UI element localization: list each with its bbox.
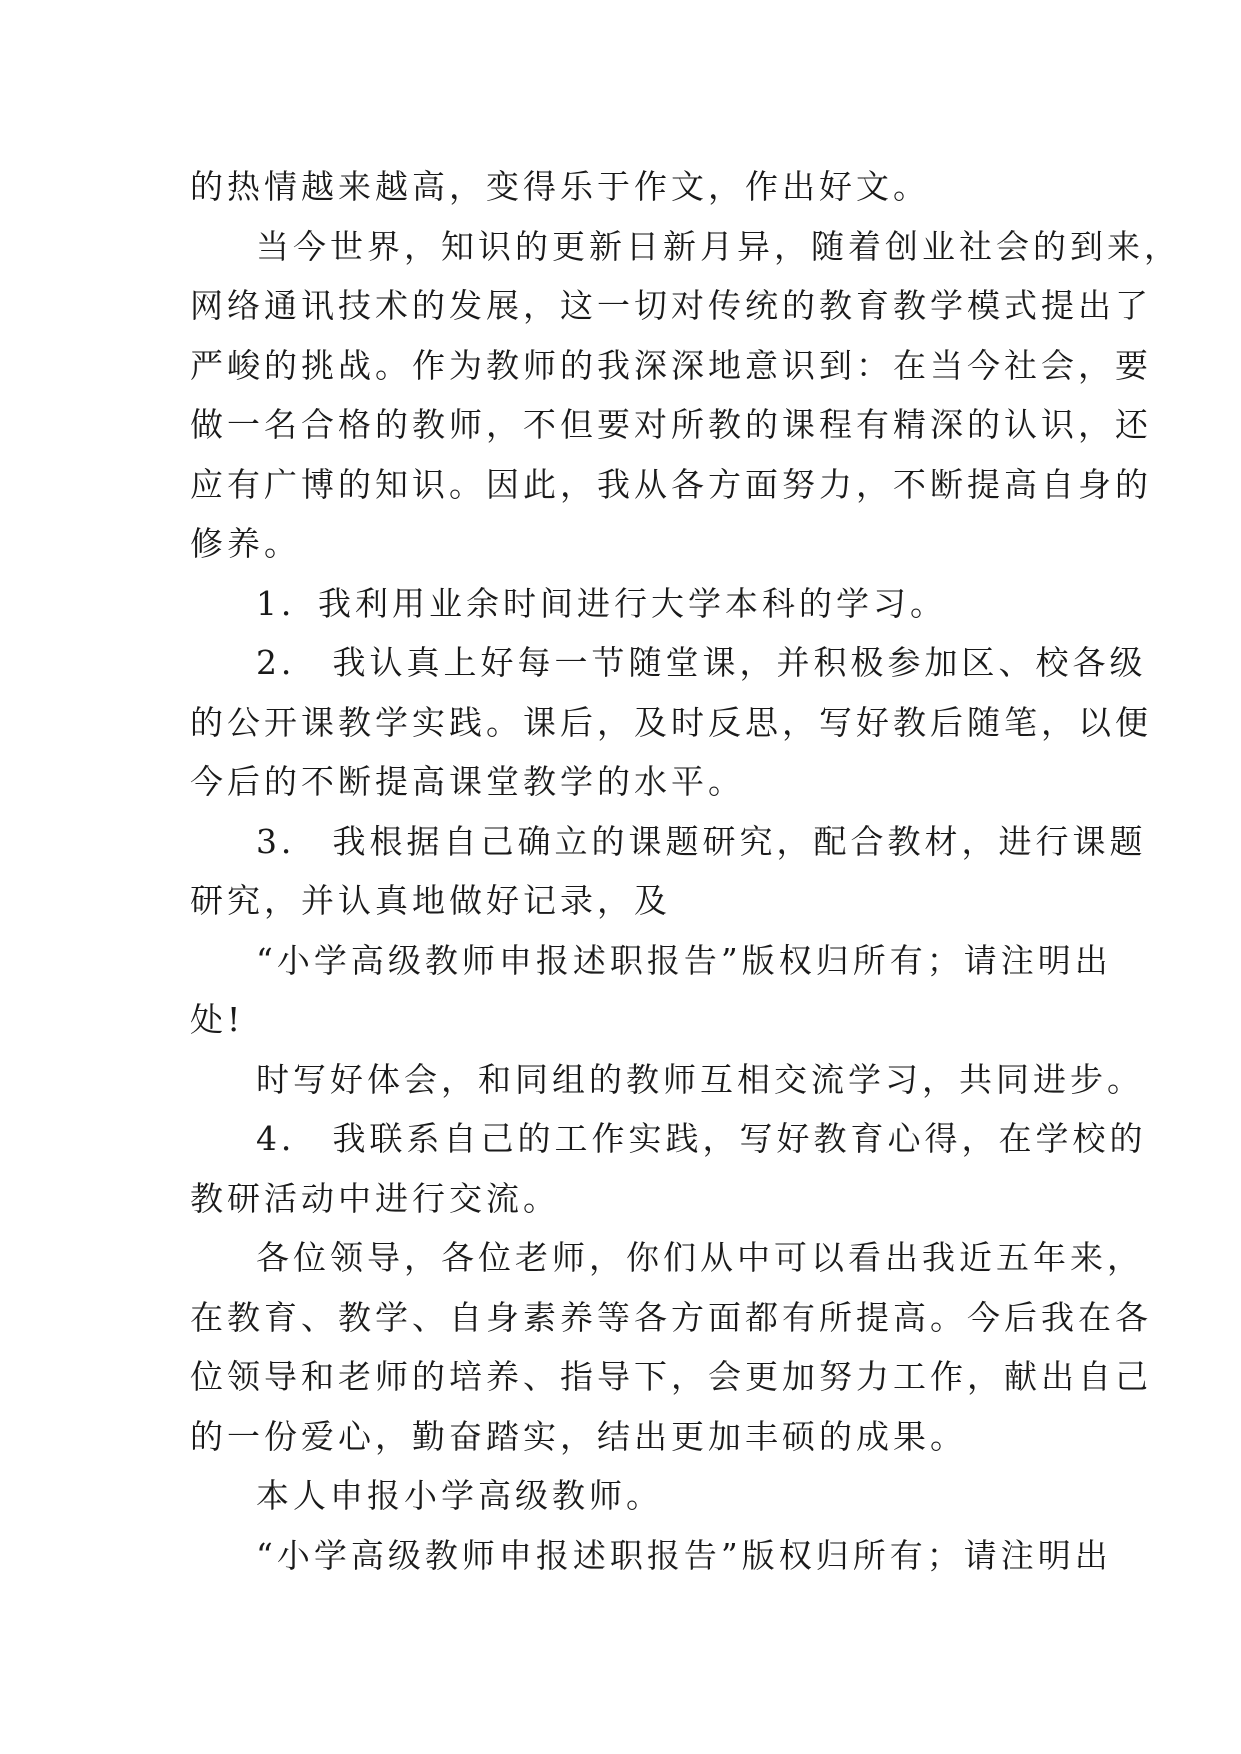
text-line: 各位领导，各位老师，你们从中可以看出我近五年来， <box>256 1238 1144 1277</box>
text-line: 时写好体会，和同组的教师互相交流学习，共同进步。 <box>256 1059 1144 1099</box>
text-line: 的一份爱心，勤奋踏实，结出更加丰硕的成果。 <box>190 1416 967 1456</box>
text-line: 当今世界，知识的更新日新月异，随着创业社会的到来， <box>256 226 1181 266</box>
copyright-notice: “小学高级教师申报述职报告”版权归所有；请注明出 <box>256 1535 1112 1575</box>
text-line: 位领导和老师的培养、指导下，会更加努力工作，献出自己 <box>190 1357 1152 1396</box>
text-line: 做一名合格的教师，不但要对所教的课程有精深的认识，还 <box>190 405 1152 444</box>
text-line: 处! <box>190 1000 245 1039</box>
text-line: 修养。 <box>190 524 301 563</box>
list-item-3: 3． 我根据自己确立的课题研究，配合教材，进行课题 <box>256 821 1147 861</box>
text-line: 本人申报小学高级教师。 <box>256 1476 663 1515</box>
text-line: 严峻的挑战。作为教师的我深深地意识到：在当今社会，要 <box>190 345 1152 385</box>
text-line: 教研活动中进行交流。 <box>190 1178 560 1218</box>
list-item-4: 4． 我联系自己的工作实践，写好教育心得，在学校的 <box>256 1119 1147 1158</box>
text-line: 应有广博的知识。因此，我从各方面努力，不断提高自身的 <box>190 464 1152 504</box>
text-line: 今后的不断提高课堂教学的水平。 <box>190 762 745 801</box>
text-line: 研究，并认真地做好记录，及 <box>190 881 671 920</box>
document-page <box>190 157 1181 1585</box>
list-item-2: 2． 我认真上好每一节随堂课，并积极参加区、校各级 <box>256 643 1147 682</box>
text-line: 的公开课教学实践。课后，及时反思，写好教后随笔，以便 <box>190 702 1152 742</box>
text-line: 在教育、教学、自身素养等各方面都有所提高。今后我在各 <box>190 1297 1152 1337</box>
list-item-1: 1．我利用业余时间进行大学本科的学习。 <box>256 583 947 623</box>
text-line: 网络通讯技术的发展，这一切对传统的教育教学模式提出了 <box>190 286 1152 325</box>
text-line: 的热情越来越高，变得乐于作文，作出好文。 <box>190 167 930 206</box>
copyright-notice: “小学高级教师申报述职报告”版权归所有；请注明出 <box>256 940 1112 980</box>
